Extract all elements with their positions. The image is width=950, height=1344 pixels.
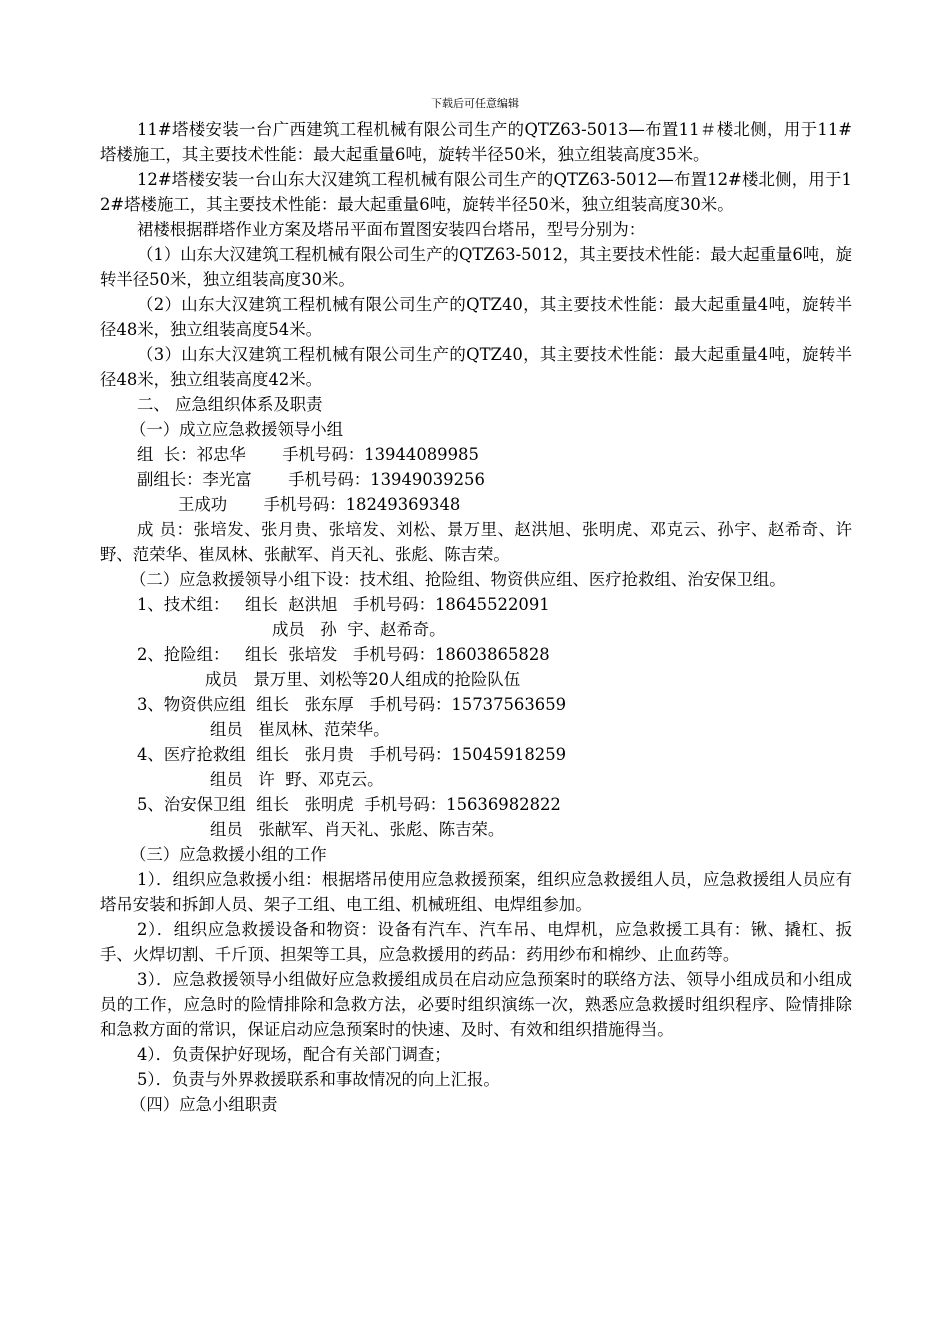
subsection-heading-4: （四）应急小组职责 <box>130 1095 278 1114</box>
paragraph-tower-12: 12#塔楼安装一台山东大汉建筑工程机械有限公司生产的QTZ63-5012—布置12#楼北侧，用于12#塔楼施工，其主要技术性能：最大起重量6吨，旋转半径50米，独立组装高度30米。 <box>100 170 852 214</box>
team-supply-members: 组员 崔凤林、范荣华。 <box>210 720 390 739</box>
team-supply: 3、物资供应组 组长 张东厚 手机号码：15737563659 <box>137 695 567 714</box>
work-item-2: 2）．组织应急救援设备和物资：设备有汽车、汽车吊、电焊机，应急救援工具有：锹、撬杠、扳手、火焊切割、千斤顶、担架等工具，应急救援用的药品：药用纱布和棉纱、止血药等。 <box>100 920 852 964</box>
team-rescue: 2、抢险组： 组长 张培发 手机号码：18603865828 <box>137 645 550 664</box>
members-paragraph: 成 员：张培发、张月贵、张培发、刘松、景万里、赵洪旭、张明虎、邓克云、孙宇、赵希奇、许野、范荣华、崔凤林、张献军、肖天礼、张彪、陈吉荣。 <box>100 520 852 564</box>
paragraph-crane-1: （1）山东大汉建筑工程机械有限公司生产的QTZ63-5012，其主要技术性能：最大起重量6吨，旋转半径50米，独立组装高度30米。 <box>100 245 852 289</box>
work-item-1: 1）．组织应急救援小组：根据塔吊使用应急救援预案，组织应急救援组人员，应急救援组人员应有塔吊安装和拆卸人员、架子工组、电工组、机械班组、电焊组参加。 <box>100 870 852 914</box>
paragraph-tower-11: 11#塔楼安装一台广西建筑工程机械有限公司生产的QTZ63-5013—布置11＃楼北侧，用于11#塔楼施工，其主要技术性能：最大起重量6吨，旋转半径50米，独立组装高度35米。 <box>100 120 852 164</box>
section-heading-2: 二、 应急组织体系及职责 <box>137 395 323 414</box>
paragraph-podium-intro: 裙楼根据群塔作业方案及塔吊平面布置图安装四台塔吊，型号分别为： <box>137 220 646 239</box>
work-item-5: 5）．负责与外界救援联系和事故情况的向上汇报。 <box>137 1070 500 1089</box>
team-rescue-members: 成员 景万里、刘松等20人组成的抢险队伍 <box>205 670 521 689</box>
deputy-leader-line: 副组长：李光富 手机号码：13949039256 <box>137 470 485 489</box>
subsection-heading-1: （一）成立应急救援领导小组 <box>130 420 344 439</box>
page-header: 下载后可任意编辑 <box>431 97 519 110</box>
team-technical: 1、技术组： 组长 赵洪旭 手机号码：18645522091 <box>137 595 550 614</box>
subsection-heading-3: （三）应急救援小组的工作 <box>130 845 327 864</box>
work-item-4: 4）．负责保护好现场，配合有关部门调查； <box>137 1045 451 1064</box>
team-security: 5、治安保卫组 组长 张明虎 手机号码：15636982822 <box>137 795 561 814</box>
team-security-members: 组员 张献军、肖天礼、张彪、陈吉荣。 <box>210 820 505 839</box>
paragraph-crane-2: （2）山东大汉建筑工程机械有限公司生产的QTZ40，其主要技术性能：最大起重量4吨，旋转半径48米，独立组装高度54米。 <box>100 295 852 339</box>
team-medical: 4、医疗抢救组 组长 张月贵 手机号码：15045918259 <box>137 745 567 764</box>
work-item-3: 3）．应急救援领导小组做好应急救援组成员在启动应急预案时的联络方法、领导小组成员和小组成员的工作，应急时的险情排除和急救方法，必要时组织演练一次，熟悉应急救援时组织程序、险情排除和急救方面的常识，保证启动应急预案时的快速、及时、有效和组织措施得当。 <box>100 970 852 1039</box>
paragraph-crane-3: （3）山东大汉建筑工程机械有限公司生产的QTZ40，其主要技术性能：最大起重量4吨，旋转半径48米，独立组装高度42米。 <box>100 345 852 389</box>
deputy-leader-2-line: 王成功 手机号码：18249369348 <box>178 495 461 514</box>
team-medical-members: 组员 许 野、邓克云。 <box>210 770 384 789</box>
team-technical-members: 成员 孙 宇、赵希奇。 <box>272 620 446 639</box>
document-body <box>100 117 852 1117</box>
subsection-heading-2: （二）应急救援领导小组下设：技术组、抢险组、物资供应组、医疗抢救组、治安保卫组。 <box>130 570 786 589</box>
leader-line: 组 长：祁忠华 手机号码：13944089985 <box>137 445 479 464</box>
